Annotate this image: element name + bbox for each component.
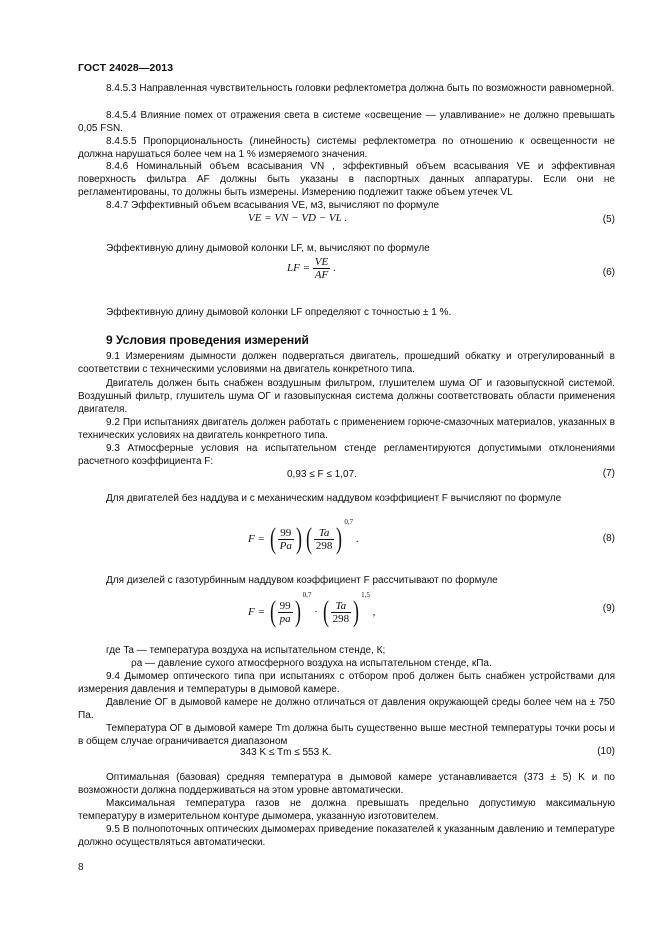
equation-7: 0,93 ≤ F ≤ 1,07. <box>287 469 357 480</box>
equation-6 <box>287 256 336 281</box>
paragraph-no-supercharge: Для двигателей без наддува и с механическим наддувом коэффициент F вычисляют по формуле <box>106 493 562 504</box>
paragraph-optimal-temperature: Оптимальная (базовая) средняя температура в дымовой камере устанавливается (373 ± 5) K и по возможности должна поддерживаться на этом уровне автоматически. <box>78 772 615 797</box>
paragraph-9-3: 9.3 Атмосферные условия на испытательном стенде регламентируются допустимыми отклонениями расчетного коэффициента F: <box>78 443 615 468</box>
paragraph-8-4-5-3: 8.4.5.3 Направленная чувствительность головки рефлектометра должна быть по возможности равномерной. <box>106 83 615 94</box>
equation-9-fraction-1 <box>278 600 293 625</box>
equation-8-fraction-2 <box>314 527 335 552</box>
equation-9-den-1: pa <box>279 612 291 625</box>
equation-6-denominator: AF <box>314 269 329 281</box>
right-paren-icon: ) <box>336 522 343 556</box>
left-paren-icon: ( <box>269 522 276 556</box>
where-line-2: ρa — давление сухого атмосферного воздуха на испытательном стенде, кПа. <box>131 658 492 669</box>
equation-8-lhs: F = <box>248 533 265 545</box>
equation-9-number: (9) <box>602 603 615 614</box>
left-paren-icon: ( <box>305 522 312 556</box>
equation-9-exponent-2: 1,5 <box>361 591 370 599</box>
equation-8-num-1: 99 <box>278 527 294 540</box>
equation-8-exponent: 0,7 <box>344 518 354 526</box>
paragraph-9-1: 9.1 Измерениям дымности должен подвергаться двигатель, прошедший обкатку и отрегулированный в соответствии с техническими условиями на двигатель конкретного типа. <box>78 351 615 376</box>
paragraph-8-4-6: 8.4.6 Номинальный объем всасывания VN , эффективный объем всасывания VE и эффективная поверхность фильтра AF должны быть указаны в паспортных данных аппаратуры. Если они не регламентированы, то должны быть измерены. Измерению подлежит также объем утечек VL <box>78 161 615 199</box>
left-paren-icon: ( <box>322 595 329 629</box>
paragraph-8-4-5-5: 8.4.5.5 Пропорциональность (линейность) системы рефлектометра по отношению к освещенности не должна нарушаться более чем на 1 % измеряемого значения. <box>78 136 615 161</box>
equation-10-number: (10) <box>597 746 615 757</box>
equation-9-den-2: 298 <box>332 612 350 625</box>
equation-7-number: (7) <box>602 468 615 479</box>
equation-8-num-2: Ta <box>314 527 335 540</box>
section-9-title: 9 Условия проведения измерений <box>106 333 309 347</box>
equation-8 <box>248 518 359 554</box>
equation-5-number: (5) <box>602 214 615 225</box>
paragraph-8-4-5-4: 8.4.5.4 Влияние помех от отражения света в системе «освещение — улавливание» не должно превышать 0,05 FSN. <box>78 110 615 135</box>
equation-6-tail: . <box>332 262 336 275</box>
paragraph-9-2: 9.2 При испытаниях двигатель должен работать с применением горюче-смазочных материалов, указанных в технических условиях на двигатель конкретного типа. <box>78 417 615 442</box>
equation-9-dot: · <box>314 606 318 618</box>
paragraph-9-4: 9.4 Дымомер оптического типа при испытаниях с отбором проб должен быть снабжен устройствами для измерения давления и температуры в дымовой камере. <box>78 671 615 696</box>
paragraph-turbo: Для дизелей с газотурбинным наддувом коэффициент F рассчитывают по формуле <box>106 575 498 586</box>
equation-9-lhs: F = <box>248 606 265 618</box>
equation-8-fraction-1 <box>278 527 294 552</box>
equation-8-den-2: 298 <box>315 539 333 552</box>
paragraph-8-4-7: 8.4.7 Эффективный объем всасывания VE, м3, вычисляют по формуле <box>106 200 440 211</box>
paragraph-9-5: 9.5 В полнопоточных оптических дымомерах приведение показателей к указанным давлению и температуре должно осуществляться автоматически. <box>78 824 615 849</box>
left-paren-icon: ( <box>269 595 276 629</box>
paragraph-9-4b: Давление ОГ в дымовой камере не должно отличаться от давления окружающей среды более чем на ± 750 Па. <box>78 697 615 722</box>
equation-9-num-2: Ta <box>331 600 352 613</box>
equation-9-fraction-2 <box>331 600 352 625</box>
right-paren-icon: ) <box>294 595 301 629</box>
page-number: 8 <box>78 862 84 873</box>
document-header: ГОСТ 24028—2013 <box>78 62 174 74</box>
equation-9-tail: , <box>372 606 376 618</box>
equation-6-lhs: LF = <box>287 262 311 275</box>
paragraph-length-accuracy: Эффективную длину дымовой колонки LF определяют с точностью ± 1 %. <box>106 307 452 318</box>
equation-9-num-1: 99 <box>279 599 291 612</box>
equation-10: 343 K ≤ Tm ≤ 553 K. <box>240 747 332 758</box>
equation-8-den-1: Pa <box>279 539 292 552</box>
equation-9-exponent-1: 0,7 <box>302 591 312 599</box>
equation-9 <box>248 591 375 627</box>
where-line-1: где Ta — температура воздуха на испытательном стенде, К; <box>106 645 386 656</box>
equation-8-number: (8) <box>602 533 615 544</box>
right-paren-icon: ) <box>353 595 360 629</box>
paragraph-effective-length: Эффективную длину дымовой колонки LF, м, вычисляют по формуле <box>106 243 430 254</box>
equation-5: VE = VN − VD − VL . <box>248 212 348 224</box>
paragraph-9-1b: Двигатель должен быть снабжен воздушным фильтром, глушителем шума ОГ и газовыпускной системой. Воздушный фильтр, глушитель шума ОГ и газовыпускная система должны соответствовать области применения двигателя. <box>78 378 615 416</box>
right-paren-icon: ) <box>295 522 302 556</box>
equation-6-fraction <box>313 256 330 281</box>
paragraph-max-temperature: Максимальная температура газов не должна превышать предельно допустимую максимальную температуру в измерительном контуре дымомера, указанную изготовителем. <box>78 798 615 823</box>
equation-6-number: (6) <box>602 267 615 278</box>
paragraph-9-4c: Температура ОГ в дымовой камере Tm должна быть существенно выше местной температуры точки росы и в общем случае ограничивается диапазоном <box>78 723 615 748</box>
equation-6-numerator: VE <box>314 256 329 268</box>
equation-8-tail: . <box>355 533 359 545</box>
